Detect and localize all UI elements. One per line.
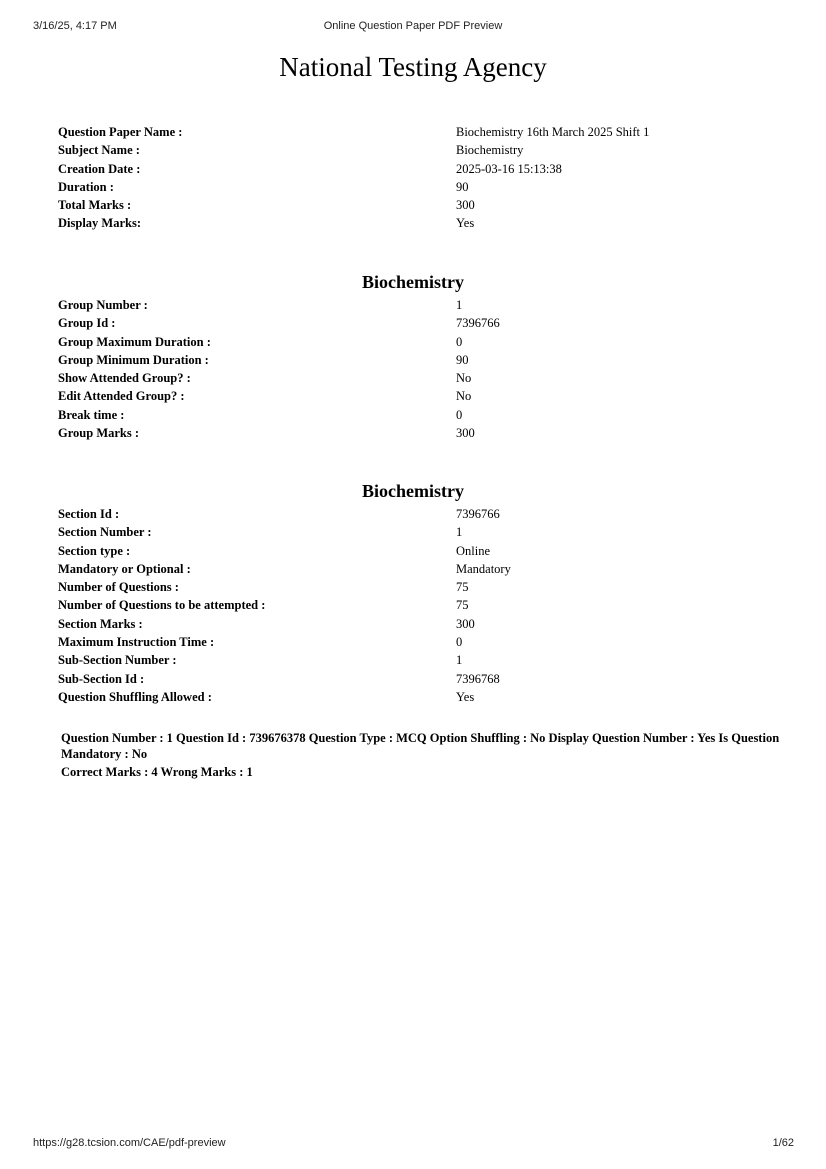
paper-info-row bbox=[58, 123, 649, 141]
field-value: Online bbox=[456, 543, 491, 558]
field-label: Show Attended Group? : bbox=[58, 371, 191, 386]
field-label: Question Paper Name : bbox=[58, 125, 183, 139]
section-info-row bbox=[58, 596, 511, 614]
field-value: 7396768 bbox=[456, 671, 500, 686]
paper-info-row bbox=[58, 141, 649, 159]
field-value: Biochemistry 16th March 2025 Shift 1 bbox=[456, 125, 650, 139]
field-label: Group Id : bbox=[58, 316, 116, 331]
field-value: 300 bbox=[456, 198, 475, 213]
field-label: Sub-Section Number : bbox=[58, 653, 177, 668]
field-label: Group Number : bbox=[58, 298, 148, 312]
group-info-row bbox=[58, 387, 500, 405]
field-label: Section type : bbox=[58, 543, 131, 558]
section-info-row bbox=[58, 633, 511, 651]
print-header bbox=[0, 20, 826, 34]
group-info-row bbox=[58, 314, 500, 332]
field-value: 300 bbox=[456, 426, 475, 441]
field-value: 0 bbox=[456, 635, 463, 650]
print-page-title: Online Question Paper PDF Preview bbox=[323, 20, 503, 32]
field-label: Sub-Section Id : bbox=[58, 671, 145, 686]
question-marks-line: Correct Marks : 4 Wrong Marks : 1 bbox=[61, 765, 253, 779]
field-value: 90 bbox=[456, 179, 469, 194]
print-url: https://g28.tcsion.com/CAE/pdf-preview bbox=[33, 1137, 226, 1149]
section-info-row bbox=[58, 505, 511, 523]
document-title: National Testing Agency bbox=[279, 52, 547, 82]
section-info-table bbox=[58, 505, 511, 706]
section-info-row bbox=[58, 523, 511, 541]
field-value: Biochemistry bbox=[456, 143, 524, 158]
print-footer bbox=[0, 1137, 826, 1151]
section-info-row bbox=[58, 688, 511, 706]
print-datetime: 3/16/25, 4:17 PM bbox=[33, 20, 117, 32]
field-label: Duration : bbox=[58, 179, 114, 194]
field-label: Display Marks: bbox=[58, 216, 141, 231]
field-label: Group Minimum Duration : bbox=[58, 352, 209, 367]
field-label: Mandatory or Optional : bbox=[58, 561, 191, 576]
group-info-row bbox=[58, 406, 500, 424]
field-label: Section Id : bbox=[58, 507, 120, 521]
field-label: Break time : bbox=[58, 407, 125, 422]
field-label: Number of Questions : bbox=[58, 580, 179, 595]
field-label: Edit Attended Group? : bbox=[58, 389, 185, 404]
section-info-row bbox=[58, 578, 511, 596]
field-label: Maximum Instruction Time : bbox=[58, 635, 215, 650]
paper-info-row bbox=[58, 214, 649, 232]
question-meta bbox=[61, 730, 781, 780]
field-label: Section Marks : bbox=[58, 616, 143, 631]
field-value: 1 bbox=[456, 298, 463, 312]
section-info-row bbox=[58, 560, 511, 578]
field-value: 75 bbox=[456, 598, 469, 613]
field-value: 2025-03-16 15:13:38 bbox=[456, 161, 562, 176]
group-info-row bbox=[58, 296, 500, 314]
group-info-table bbox=[58, 296, 500, 442]
paper-info-table bbox=[58, 123, 649, 233]
field-value: 75 bbox=[456, 580, 469, 595]
section-info-row bbox=[58, 542, 511, 560]
field-value: 1 bbox=[456, 525, 463, 540]
field-label: Subject Name : bbox=[58, 143, 140, 158]
question-meta-line: Question Number : 1 Question Id : 739676378 Question Type : MCQ Option Shuffling : No Display Question Number : Yes Is Question Mandatory : No bbox=[61, 731, 780, 761]
section-info-row bbox=[58, 615, 511, 633]
field-label: Group Maximum Duration : bbox=[58, 334, 211, 349]
group-info-row bbox=[58, 369, 500, 387]
field-value: 90 bbox=[456, 352, 469, 367]
group-info-row bbox=[58, 351, 500, 369]
paper-info-row bbox=[58, 178, 649, 196]
field-value: 1 bbox=[456, 653, 463, 668]
section-heading: Biochemistry bbox=[362, 481, 464, 501]
group-heading: Biochemistry bbox=[362, 272, 464, 292]
field-value: No bbox=[456, 389, 472, 404]
field-label: Total Marks : bbox=[58, 198, 132, 213]
field-label: Question Shuffling Allowed : bbox=[58, 689, 212, 704]
group-info-row bbox=[58, 424, 500, 442]
field-value: 0 bbox=[456, 334, 463, 349]
field-label: Group Marks : bbox=[58, 426, 140, 441]
section-info-row bbox=[58, 670, 511, 688]
paper-info-row bbox=[58, 160, 649, 178]
field-value: 300 bbox=[456, 616, 475, 631]
field-label: Number of Questions to be attempted : bbox=[58, 598, 266, 613]
field-value: 7396766 bbox=[456, 316, 500, 331]
field-value: Mandatory bbox=[456, 561, 511, 576]
field-label: Creation Date : bbox=[58, 161, 141, 176]
field-value: Yes bbox=[456, 216, 475, 231]
paper-info-row bbox=[58, 196, 649, 214]
field-value: 0 bbox=[456, 407, 463, 422]
field-value: Yes bbox=[456, 689, 475, 704]
field-value: No bbox=[456, 371, 472, 386]
field-label: Section Number : bbox=[58, 525, 152, 540]
group-info-row bbox=[58, 333, 500, 351]
field-value: 7396766 bbox=[456, 507, 500, 521]
section-info-row bbox=[58, 651, 511, 669]
print-page-counter: 1/62 bbox=[772, 1137, 794, 1149]
